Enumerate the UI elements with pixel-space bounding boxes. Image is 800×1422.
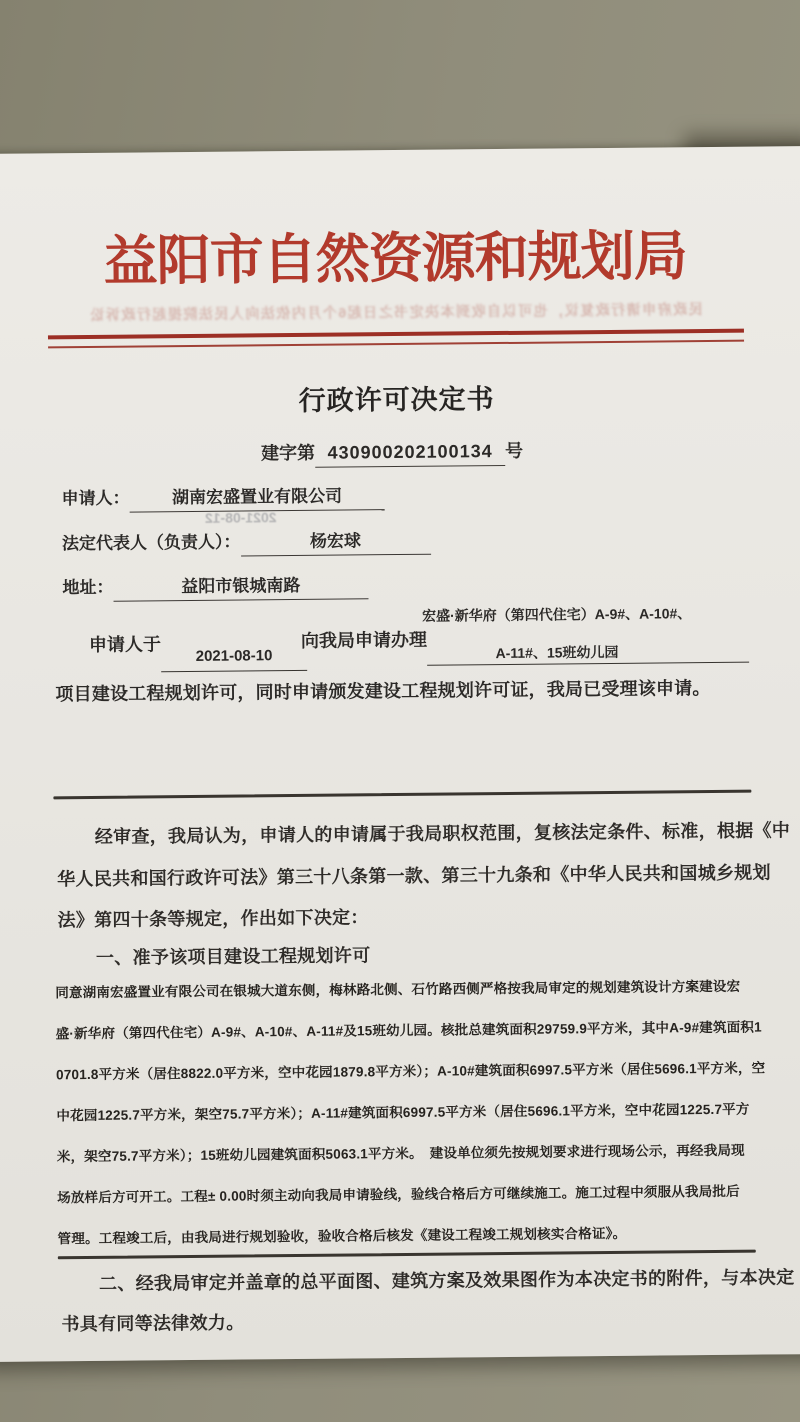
applicant-row <box>61 481 384 513</box>
decision-item-1: 一、准予该项目建设工程规划许可 <box>95 945 371 968</box>
legal-representative-row <box>62 526 431 559</box>
project-name-line2: A-11#、15班幼儿园 <box>495 643 619 662</box>
decision-item-2-continued: 书具有同等法律效力。 <box>61 1312 245 1335</box>
document-paper <box>0 146 800 1362</box>
agency-header: 益阳市自然资源和规划局 <box>103 226 688 292</box>
document-number-line <box>261 437 523 469</box>
bleed-through-reverse-date: 2021-08-12 <box>204 509 277 526</box>
approval-detail-line: 同意湖南宏盛置业有限公司在银城大道东侧，梅林路北侧、石竹路西侧严格按我局审定的规划建筑设计方案建设宏 <box>55 978 741 1001</box>
red-rule-top <box>48 329 744 339</box>
document-title: 行政许可决定书 <box>298 384 495 416</box>
approval-detail-line: 场放样后方可开工。工程± 0.00时须主动向我局申请验线，验线合格后方可继续施工。施工过程中须服从我局批后 <box>57 1183 740 1206</box>
docno-value: 430900202100134 <box>315 441 505 468</box>
application-action-label: 向我局申请办理 <box>300 629 428 651</box>
address-row <box>62 570 368 602</box>
legal-representative-label: 法定代表人（负责人）： <box>61 532 241 554</box>
applied-on-label: 申请人于 <box>88 634 162 655</box>
docno-prefix: 建字第 <box>261 442 316 464</box>
review-paragraph-line: 经审查，我局认为，申请人的申请属于我局职权范围，复核法定条件、标准，根据《中 <box>94 820 791 847</box>
approval-detail-line: 管理。工程竣工后，由我局进行规划验收，验收合格后核发《建设工程竣工规划核实合格证》。 <box>57 1225 627 1247</box>
section-divider-top <box>53 790 751 799</box>
document-content <box>0 146 800 1362</box>
approval-detail-line: 中花园1225.7平方米，架空75.7平方米）；A-11#建筑面积6997.5平方米（居住5696.1平方米，空中花园1225.7平方 <box>56 1101 750 1124</box>
date-underline <box>161 670 307 672</box>
application-date: 2021-08-10 <box>195 647 273 665</box>
review-paragraph-line: 法》第四十条等规定，作出如下决定： <box>57 907 369 931</box>
applicant-label: 申请人： <box>61 488 130 509</box>
docno-suffix: 号 <box>505 440 524 461</box>
approval-detail-line: 盛·新华府（第四代住宅）A-9#、A-10#、A-11#及15班幼儿园。核批总建筑面积29759.9平方米，其中A-9#建筑面积1 <box>55 1019 762 1042</box>
bleed-through-reverse-text: 民政府申请行政复议，也可以自收到本决定书之日起6个月内依法向人民法院提起行政诉讼 <box>88 301 703 323</box>
section-divider-bottom <box>58 1250 756 1259</box>
application-intro-tail: 项目建设工程规划许可，同时申请颁发建设工程规划许可证，我局已受理该申请。 <box>55 678 711 705</box>
approval-detail-line: 米，架空75.7平方米）；15班幼儿园建筑面积5063.1平方米。 建设单位须先按规划要求进行现场公示，再经我局现 <box>56 1142 745 1165</box>
approval-detail-line: 0701.8平方米（居住8822.0平方米，空中花园1879.8平方米）；A-10#建筑面积6997.5平方米（居住5696.1平方米，空 <box>55 1060 766 1083</box>
review-paragraph-line: 华人民共和国行政许可法》第三十八条第一款、第三十九条和《中华人民共和国城乡规划 <box>57 862 771 890</box>
project-name-line1: 宏盛·新华府（第四代住宅）A-9#、A-10#、 <box>422 605 692 624</box>
red-rule-bottom <box>48 340 744 348</box>
applicant-value: 湖南宏盛置业有限公司 <box>129 481 384 512</box>
address-label: 地址： <box>62 577 114 598</box>
decision-item-2: 二、经我局审定并盖章的总平面图、建筑方案及效果图作为本决定书的附件，与本决定 <box>98 1267 795 1294</box>
address-value: 益阳市银城南路 <box>113 570 368 601</box>
legal-representative-value: 杨宏球 <box>240 526 430 557</box>
